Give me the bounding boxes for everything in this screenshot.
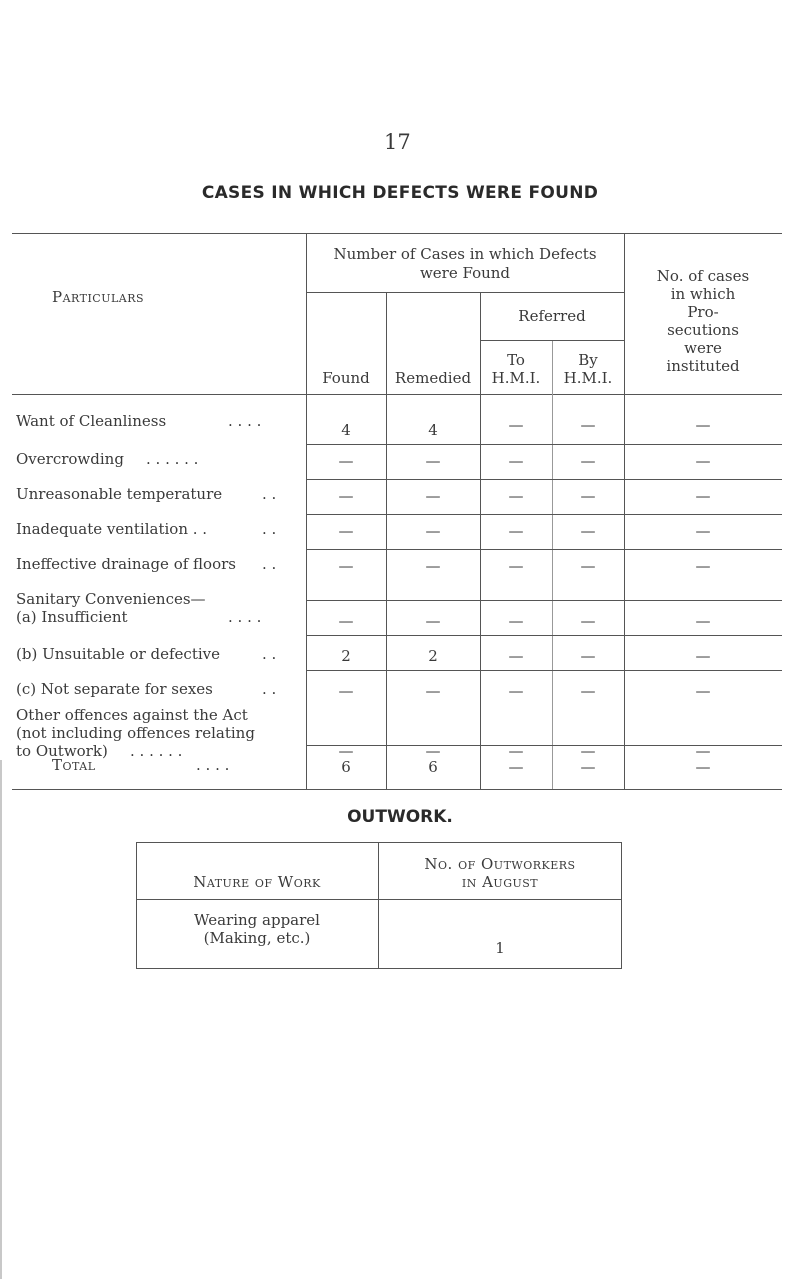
row-dots: . . . . . .: [130, 742, 183, 760]
cell-prosecutions: —: [695, 522, 711, 540]
header-remedied: Remedied: [394, 369, 472, 387]
outwork-header-rule: [136, 899, 622, 900]
header-by-line2: H.M.I.: [563, 369, 613, 387]
header-outworkers-line2: in August: [461, 873, 539, 891]
cell-found: —: [338, 612, 354, 630]
cell-remedied: —: [425, 487, 441, 505]
cell-by: —: [580, 647, 596, 665]
cell-to: —: [508, 487, 524, 505]
cell-by: —: [580, 557, 596, 575]
cell-found: —: [338, 487, 354, 505]
row-dots: . .: [262, 645, 277, 663]
cell-prosecutions: —: [695, 416, 711, 434]
cell-to: —: [508, 612, 524, 630]
cell-found: —: [338, 742, 354, 760]
outwork-title: OUTWORK.: [347, 807, 453, 827]
table-top-rule: [12, 233, 782, 234]
cell-found: 4: [341, 421, 351, 439]
cell-remedied: —: [425, 682, 441, 700]
header-found: Found: [322, 369, 370, 387]
cell-by: —: [580, 452, 596, 470]
row-label: (b) Unsuitable or defective: [16, 645, 221, 663]
total-found: 6: [341, 758, 351, 776]
col-divider: [306, 233, 307, 789]
cell-prosecutions: —: [695, 452, 711, 470]
cell-remedied: —: [425, 452, 441, 470]
cell-to: —: [508, 742, 524, 760]
cell-prosecutions: —: [695, 682, 711, 700]
cell-by: —: [580, 682, 596, 700]
row-rule: [306, 670, 782, 671]
row-label: Inadequate ventilation . .: [16, 520, 208, 538]
header-prosecutions-line: No. of cases: [656, 267, 750, 285]
cell-remedied: —: [425, 742, 441, 760]
header-prosecutions-line: instituted: [666, 357, 740, 375]
row-label: Sanitary Conveniences—: [16, 590, 206, 608]
page-title: CASES IN WHICH DEFECTS WERE FOUND: [201, 183, 599, 203]
cell-found: —: [338, 682, 354, 700]
cell-remedied: —: [425, 522, 441, 540]
cell-remedied: —: [425, 612, 441, 630]
cell-prosecutions: —: [695, 742, 711, 760]
header-prosecutions-line: in which: [670, 285, 736, 303]
row-dots: . .: [262, 485, 277, 503]
outwork-nature-line: (Making, etc.): [203, 929, 311, 947]
cell-to: —: [508, 416, 524, 434]
header-prosecutions-line: Pro-: [687, 303, 719, 321]
row-rule: [306, 514, 782, 515]
page-number: 17: [384, 130, 411, 154]
cell-found: —: [338, 522, 354, 540]
row-rule: [306, 444, 782, 445]
cell-to: —: [508, 647, 524, 665]
total-by: —: [580, 758, 596, 776]
header-outworkers-line1: No. of Outworkers: [424, 855, 576, 873]
header-referred: Referred: [518, 307, 586, 325]
row-label: (not including offences relating: [16, 724, 255, 742]
row-rule: [306, 600, 782, 601]
cell-by: —: [580, 742, 596, 760]
cell-prosecutions: —: [695, 647, 711, 665]
row-dots: . . . .: [196, 756, 230, 774]
row-dots: . . . .: [228, 412, 262, 430]
row-label: Overcrowding: [16, 450, 124, 468]
header-by-line1: By: [578, 351, 598, 369]
header-group-line2: were Found: [419, 264, 511, 282]
cell-by: —: [580, 612, 596, 630]
outwork-count: 1: [495, 939, 505, 957]
row-rule: [306, 479, 782, 480]
table-header-rule: [12, 394, 782, 395]
cell-by: —: [580, 522, 596, 540]
cell-found: —: [338, 452, 354, 470]
row-label: Ineffective drainage of floors: [16, 555, 236, 573]
row-dots: . . . .: [228, 608, 262, 626]
col-divider: [386, 292, 387, 789]
cell-to: —: [508, 682, 524, 700]
total-label: Total: [52, 756, 96, 774]
cell-remedied: 4: [428, 421, 438, 439]
header-nature-of-work: Nature of Work: [193, 873, 321, 891]
row-label: Unreasonable temperature: [16, 485, 223, 503]
outwork-nature-line: Wearing apparel: [194, 911, 320, 929]
cell-to: —: [508, 522, 524, 540]
total-prosecutions: —: [695, 758, 711, 776]
cell-found: 2: [341, 647, 351, 665]
outwork-left-rule: [136, 842, 137, 968]
row-label: (a) Insufficient: [16, 608, 128, 626]
header-prosecutions-line: secutions: [667, 321, 739, 339]
cell-prosecutions: —: [695, 487, 711, 505]
row-dots: . .: [262, 520, 277, 538]
page-edge: [0, 760, 2, 1279]
row-dots: . . . . . .: [146, 450, 199, 468]
outwork-top-rule: [136, 842, 622, 843]
header-to-line1: To: [507, 351, 525, 369]
total-to: —: [508, 758, 524, 776]
row-rule: [306, 549, 782, 550]
cell-found: —: [338, 557, 354, 575]
header-prosecutions-line: were: [684, 339, 722, 357]
header-group-line1: Number of Cases in which Defects: [333, 245, 597, 263]
cell-remedied: 2: [428, 647, 438, 665]
row-dots: . .: [262, 555, 277, 573]
header-to-line2: H.M.I.: [491, 369, 541, 387]
row-rule: [306, 635, 782, 636]
header-subrule: [306, 292, 624, 293]
outwork-bottom-rule: [136, 968, 622, 969]
cell-remedied: —: [425, 557, 441, 575]
table-bottom-rule: [12, 789, 782, 790]
cell-prosecutions: —: [695, 557, 711, 575]
row-label: (c) Not separate for sexes: [16, 680, 213, 698]
cell-by: —: [580, 487, 596, 505]
row-label: Other offences against the Act: [16, 706, 248, 724]
row-label: Want of Cleanliness: [16, 412, 167, 430]
header-subrule: [480, 340, 624, 341]
header-particulars: Particulars: [52, 288, 145, 306]
cell-prosecutions: —: [695, 612, 711, 630]
cell-to: —: [508, 557, 524, 575]
cell-by: —: [580, 416, 596, 434]
total-remedied: 6: [428, 758, 438, 776]
row-dots: . .: [262, 680, 277, 698]
row-label: to Outwork): [16, 742, 108, 760]
cell-to: —: [508, 452, 524, 470]
